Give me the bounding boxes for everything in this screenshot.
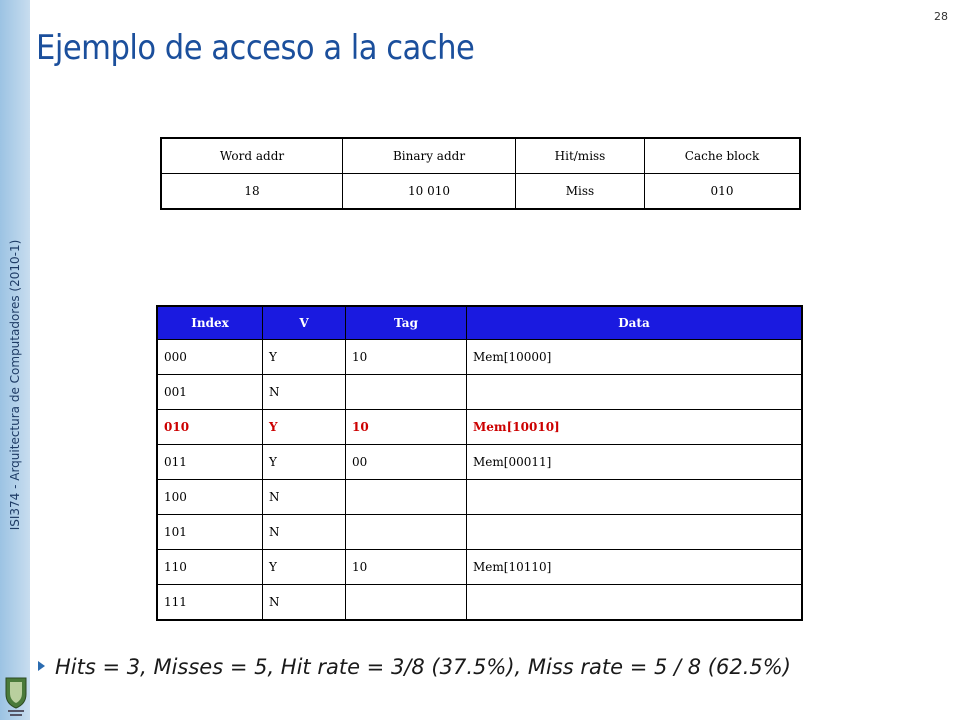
header-word-addr: Word addr bbox=[161, 138, 343, 174]
table-row bbox=[157, 585, 802, 621]
cell-valid: N bbox=[263, 585, 346, 621]
cell-tag bbox=[346, 515, 467, 550]
course-label: ISI374 - Arquitectura de Computadores (2010-1) bbox=[8, 239, 22, 531]
cache-table bbox=[156, 305, 803, 621]
summary-text: Hits = 3, Misses = 5, Hit rate = 3/8 (37.5%), Miss rate = 5 / 8 (62.5%) bbox=[55, 655, 791, 679]
cell-data: Mem[10010] bbox=[467, 410, 803, 445]
cell-index: 101 bbox=[157, 515, 263, 550]
slide-title: Ejemplo de acceso a la cache bbox=[36, 28, 475, 68]
cell-cache-block: 010 bbox=[645, 174, 801, 210]
table-row bbox=[157, 515, 802, 550]
cell-index: 111 bbox=[157, 585, 263, 621]
header-binary-addr: Binary addr bbox=[343, 138, 516, 174]
cell-data: Mem[10000] bbox=[467, 340, 803, 375]
cell-valid: Y bbox=[263, 445, 346, 480]
header-v: V bbox=[263, 306, 346, 340]
table-row bbox=[157, 480, 802, 515]
cell-data bbox=[467, 480, 803, 515]
header-index: Index bbox=[157, 306, 263, 340]
header-data: Data bbox=[467, 306, 803, 340]
cell-index: 011 bbox=[157, 445, 263, 480]
table-row bbox=[161, 174, 800, 210]
cell-data: Mem[10110] bbox=[467, 550, 803, 585]
cell-tag: 10 bbox=[346, 340, 467, 375]
table-row bbox=[157, 340, 802, 375]
cell-valid: N bbox=[263, 480, 346, 515]
table-row bbox=[157, 550, 802, 585]
university-logo-icon bbox=[2, 674, 30, 718]
cell-tag: 10 bbox=[346, 550, 467, 585]
cell-tag bbox=[346, 375, 467, 410]
cell-data: Mem[00011] bbox=[467, 445, 803, 480]
cell-valid: Y bbox=[263, 340, 346, 375]
cell-valid: Y bbox=[263, 550, 346, 585]
page-number: 28 bbox=[934, 10, 948, 23]
cell-tag bbox=[346, 585, 467, 621]
cell-valid: N bbox=[263, 515, 346, 550]
access-table bbox=[160, 137, 801, 210]
cache-header-row bbox=[157, 306, 802, 340]
header-hit-miss: Hit/miss bbox=[516, 138, 645, 174]
summary-bullet bbox=[38, 655, 791, 679]
sidebar-band bbox=[0, 0, 30, 720]
cell-binary-addr: 10 010 bbox=[343, 174, 516, 210]
table-row-highlighted bbox=[157, 410, 802, 445]
cell-data bbox=[467, 515, 803, 550]
cell-hit-miss: Miss bbox=[516, 174, 645, 210]
access-header-row bbox=[161, 138, 800, 174]
header-tag: Tag bbox=[346, 306, 467, 340]
header-cache-block: Cache block bbox=[645, 138, 801, 174]
cell-data bbox=[467, 375, 803, 410]
cell-word-addr: 18 bbox=[161, 174, 343, 210]
cell-index: 110 bbox=[157, 550, 263, 585]
cell-index: 100 bbox=[157, 480, 263, 515]
cell-valid: N bbox=[263, 375, 346, 410]
cell-tag: 10 bbox=[346, 410, 467, 445]
table-row bbox=[157, 375, 802, 410]
cell-index: 000 bbox=[157, 340, 263, 375]
cell-data bbox=[467, 585, 803, 621]
cell-tag: 00 bbox=[346, 445, 467, 480]
bullet-arrow-icon bbox=[38, 661, 45, 671]
cell-tag bbox=[346, 480, 467, 515]
cell-index: 001 bbox=[157, 375, 263, 410]
table-row bbox=[157, 445, 802, 480]
cell-valid: Y bbox=[263, 410, 346, 445]
cell-index: 010 bbox=[157, 410, 263, 445]
